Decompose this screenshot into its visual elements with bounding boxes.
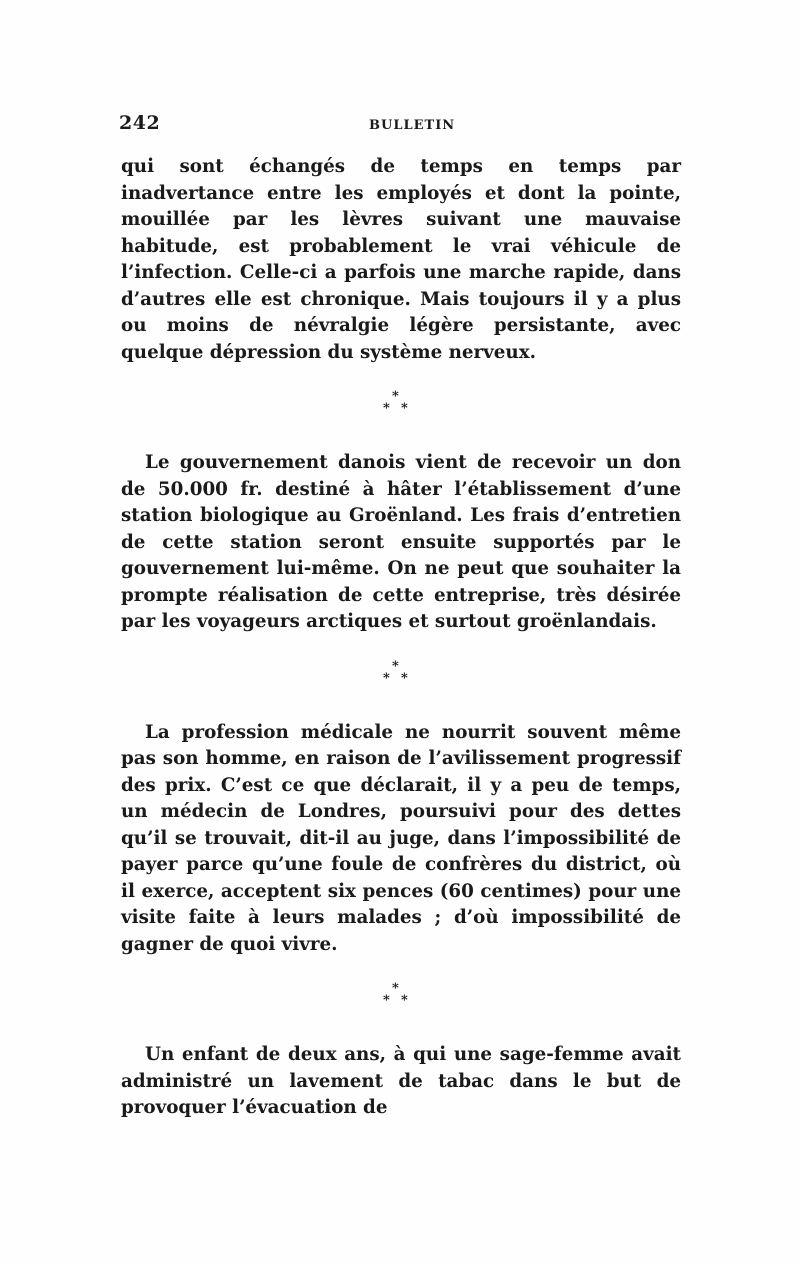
asterism-star: * [401,401,408,416]
body-text [121,154,681,1122]
paragraph-continuation: qui sont échangés de temps en temps par inadvertance entre les employés et dont la pointe, mouillée par les lèvres suivant une mauvaise habitude, est probablement le vrai véhicule de l’infection. Celle-ci a parfois une marche rapide, dans d’autres elle est chronique. Mais toujours il y a plus ou moins de névralgie légère persistante, avec quelque dépression du système nerveux. [121,156,681,363]
page-number: 242 [119,112,161,134]
asterism-star: * [401,993,408,1008]
asterism-star: * [383,993,390,1008]
section-separator [121,366,681,450]
section-separator [121,636,681,720]
page-header [119,112,679,142]
asterism-star: * [392,981,399,996]
asterism-star: * [392,658,399,674]
running-title: BULLETIN [369,118,456,133]
asterism-star: * [401,670,408,686]
asterism-star: * [383,401,390,416]
asterism-star: * [383,670,390,686]
paragraph-tobacco-enema: Un enfant de deux ans, à qui une sage-femme avait administré un lavement de tabac dans le but de provoquer l’évacuation de [121,1044,681,1118]
paragraph-danish-station: Le gouvernement danois vient de recevoir un don de 50.000 fr. destiné à hâter l’établissement d’une station biologique au Groënland. Les frais d’entretien de cette station seront ensuite supportés par le gouvernement lui-même. On ne peut que souhaiter la prompte réalisation de cette entreprise, très désirée par les voyageurs arctiques et surtout groënlandais. [121,452,681,632]
paragraph-medical-profession: La profession médicale ne nourrit souvent même pas son homme, en raison de l’avilissement progressif des prix. C’est ce que déclarait, il y a peu de temps, un médecin de Londres, poursuivi pour des dettes qu’il se trouvait, dit-il au juge, dans l’impossibilité de payer parce qu’une foule de confrères du district, où il exerce, acceptent six pences (60 centimes) pour une visite faite à leurs malades ; d’où impossibilité de gagner de quoi vivre. [121,721,681,955]
section-separator [121,958,681,1042]
asterism-star: * [392,389,399,404]
